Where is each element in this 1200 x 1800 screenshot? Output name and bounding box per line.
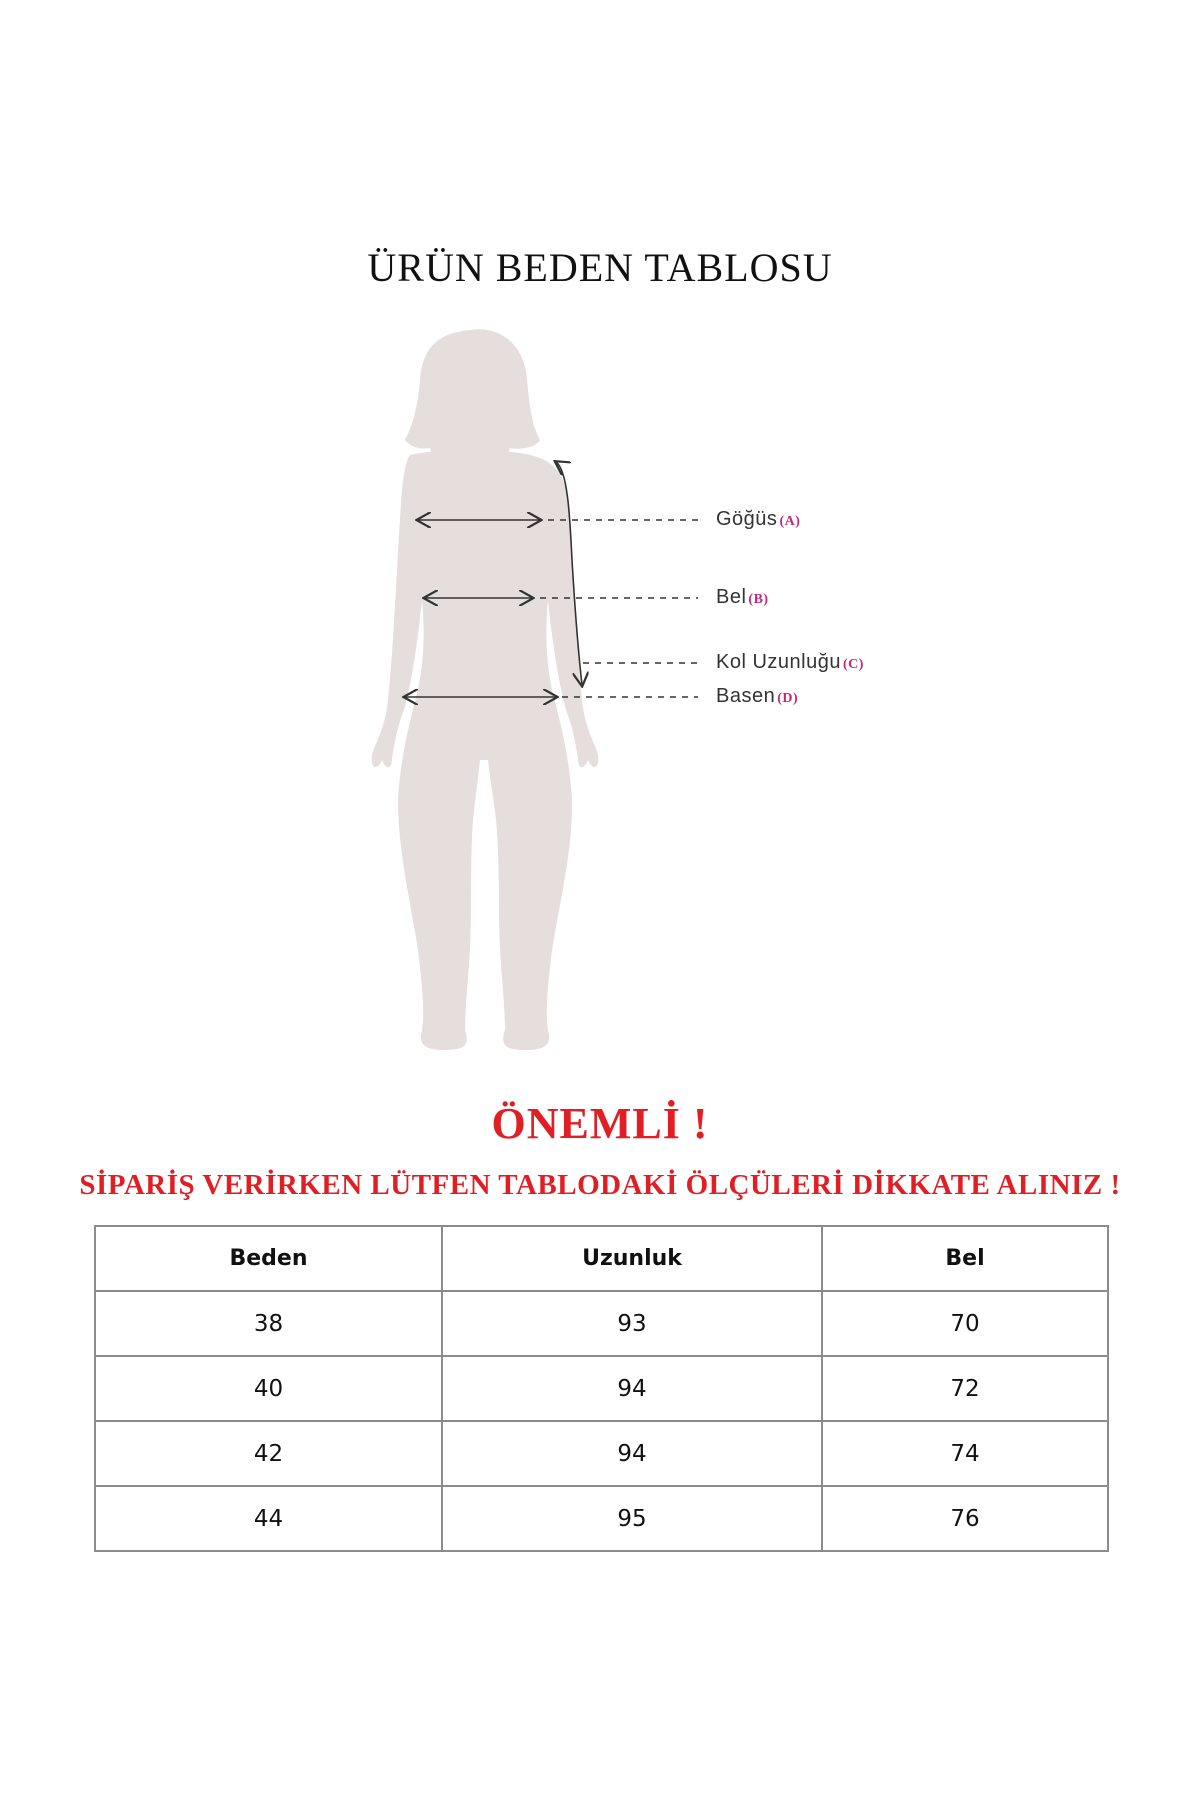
cell-length: 94 <box>442 1356 822 1421</box>
table-row <box>95 1356 1108 1421</box>
table-row <box>95 1421 1108 1486</box>
cell-size: 44 <box>95 1486 442 1551</box>
cell-size: 40 <box>95 1356 442 1421</box>
header-waist: Bel <box>822 1226 1108 1291</box>
cell-waist: 76 <box>822 1486 1108 1551</box>
size-table <box>94 1225 1109 1552</box>
table-header-row <box>95 1226 1108 1291</box>
cell-length: 95 <box>442 1486 822 1551</box>
cell-waist: 72 <box>822 1356 1108 1421</box>
table-row <box>95 1486 1108 1551</box>
waist-code: (B) <box>748 592 769 607</box>
waist-label <box>716 586 769 609</box>
warning-text: SİPARİŞ VERİRKEN LÜTFEN TABLODAKİ ÖLÇÜLERİ DİKKATE ALINIZ ! <box>79 1169 1121 1201</box>
table-row <box>95 1291 1108 1356</box>
warning-title: ÖNEMLİ ! <box>491 1099 709 1148</box>
sleeve-code: (C) <box>842 657 864 672</box>
cell-size: 38 <box>95 1291 442 1356</box>
chest-code: (A) <box>779 514 801 529</box>
cell-length: 94 <box>442 1421 822 1486</box>
cell-length: 93 <box>442 1291 822 1356</box>
hip-label <box>716 685 798 708</box>
chest-label <box>716 508 800 531</box>
page-title: ÜRÜN BEDEN TABLOSU <box>367 245 833 290</box>
header-size: Beden <box>95 1226 442 1291</box>
header-length: Uzunluk <box>442 1226 822 1291</box>
sleeve-label-text: Kol Uzunluğu <box>716 651 841 673</box>
waist-label-text: Bel <box>716 586 747 608</box>
cell-size: 42 <box>95 1421 442 1486</box>
sleeve-label <box>716 651 864 674</box>
woman-silhouette <box>372 329 599 1050</box>
chest-label-text: Göğüs <box>716 508 778 530</box>
hip-label-text: Basen <box>716 685 776 707</box>
cell-waist: 74 <box>822 1421 1108 1486</box>
hip-code: (D) <box>777 691 799 706</box>
cell-waist: 70 <box>822 1291 1108 1356</box>
